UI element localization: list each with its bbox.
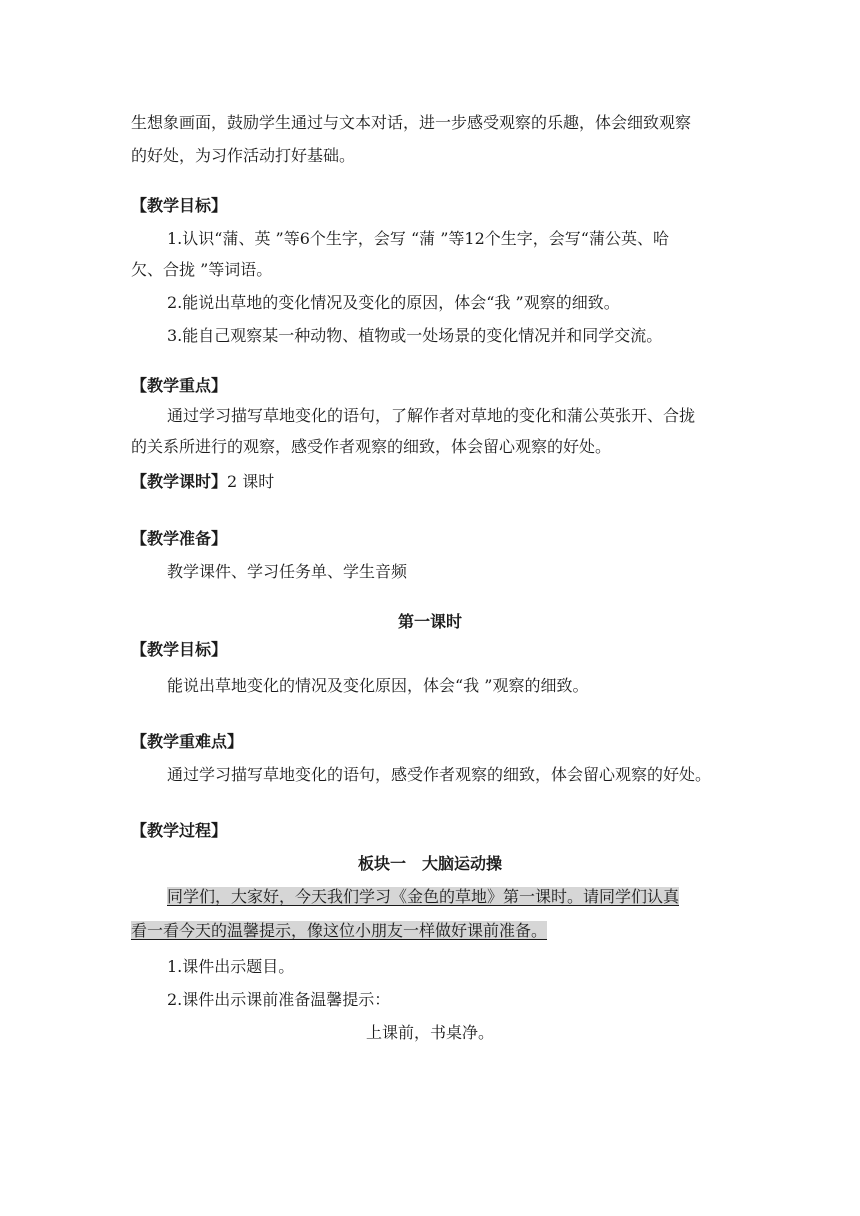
lesson-1-goal-text: 能说出草地变化的情况及变化原因，体会“我 ”观察的细致。: [167, 676, 589, 695]
goal-item-1-line-1: 1.认识“蒲、英 ”等6个生字，会写 “蒲 ”等12个生字，会写“蒲公英、哈: [167, 229, 669, 248]
goals-heading: 【教学目标】: [131, 196, 228, 215]
lesson-1-difficulty-text: 通过学习描写草地变化的语句，感受作者观察的细致，体会留心观察的好处。: [167, 765, 712, 784]
intro-line-2: 的好处，为习作活动打好基础。: [131, 146, 356, 165]
class-hours-value: 2 课时: [227, 472, 275, 491]
step-2: 2.课件出示课前准备温馨提示：: [167, 990, 391, 1009]
goal-item-1-line-2: 欠、合拢 ”等词语。: [131, 260, 273, 279]
step-1: 1.课件出示题目。: [167, 957, 295, 976]
preparation-text: 教学课件、学习任务单、学生音频: [167, 562, 408, 581]
preparation-heading: 【教学准备】: [131, 529, 228, 548]
goal-item-2: 2.能说出草地的变化情况及变化的原因，体会“我 ”观察的细致。: [167, 293, 620, 312]
key-points-line-2: 的关系所进行的观察，感受作者观察的细致，体会留心观察的好处。: [131, 437, 612, 456]
key-points-heading: 【教学重点】: [131, 376, 228, 395]
intro-line-1: 生想象画面，鼓励学生通过与文本对话，进一步感受观察的乐趣，体会细致观察: [131, 113, 692, 132]
key-points-line-1: 通过学习描写草地变化的语句，了解作者对草地的变化和蒲公英张开、合拢: [167, 406, 696, 425]
greeting-highlight-2: 看一看今天的温馨提示，像这位小朋友一样做好课前准备。: [131, 921, 548, 940]
process-heading: 【教学过程】: [131, 821, 228, 840]
greeting-highlight-1: 同学们，大家好，今天我们学习《金色的草地》第一课时。请同学们认真: [167, 887, 680, 906]
section-title: 板块一 大脑运动操: [357, 854, 502, 873]
goal-item-3: 3.能自己观察某一种动物、植物或一处场景的变化情况并和同学交流。: [167, 326, 663, 345]
class-hours-row: [131, 471, 274, 493]
lesson-1-goal-heading: 【教学目标】: [131, 640, 228, 659]
greeting-line-1: [167, 886, 679, 908]
lesson-1-title: 第一课时: [397, 612, 462, 631]
tip-text: 上课前，书桌净。: [365, 1023, 494, 1042]
lesson-1-difficulty-heading: 【教学重难点】: [131, 732, 244, 751]
greeting-line-2: [131, 920, 547, 942]
class-hours-heading: 【教学课时】: [131, 472, 228, 491]
